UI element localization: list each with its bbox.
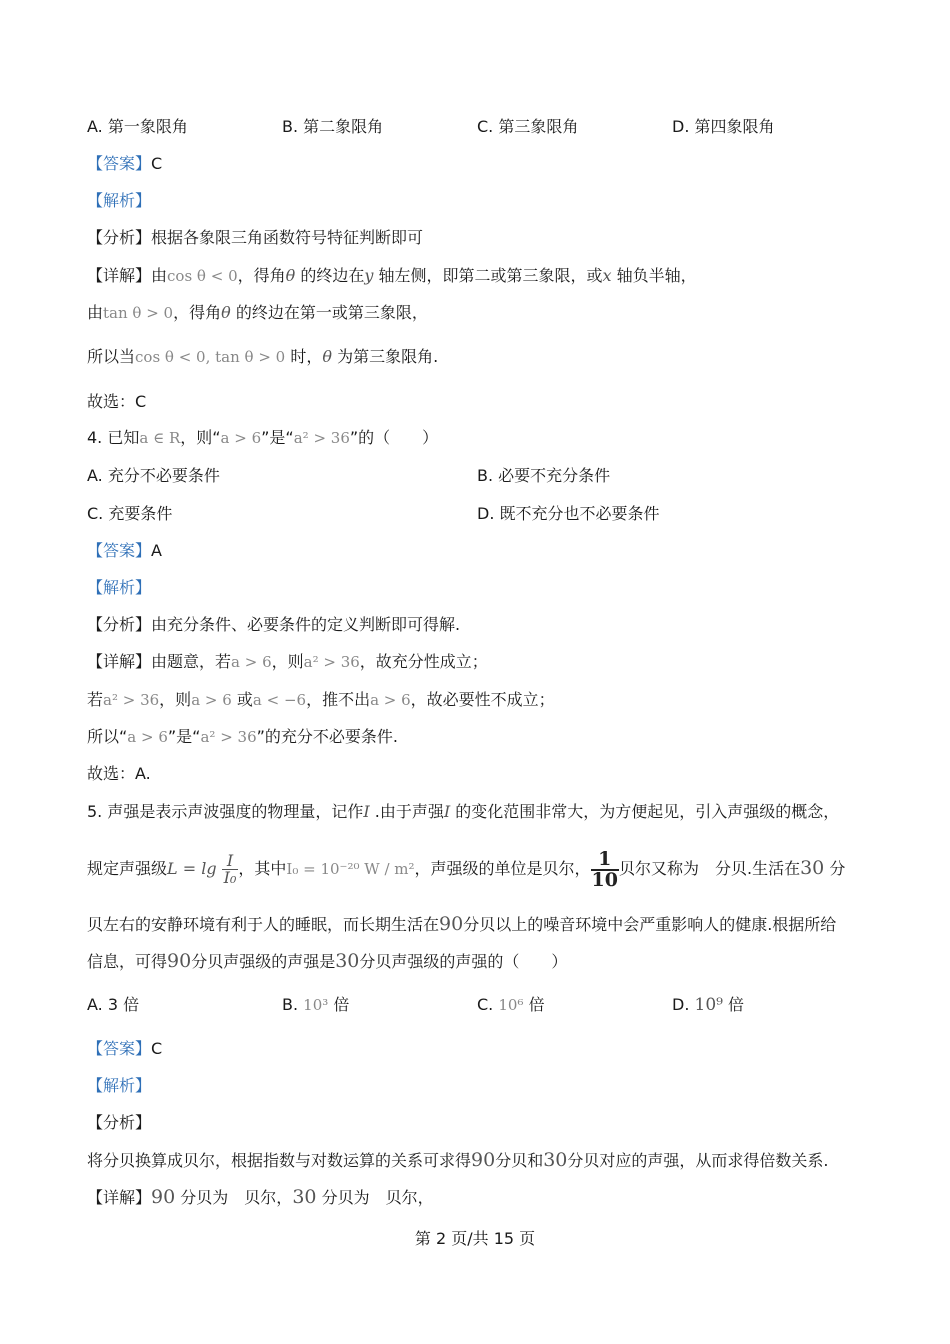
fraction-denominator: I₀ [223, 868, 237, 887]
q3-detail-line-2 [87, 302, 428, 324]
q4-detail-line-2 [87, 689, 555, 711]
fenxi-text: 由充分条件、必要条件的定义判断即可得解. [151, 615, 461, 634]
q4-fenxi [87, 614, 460, 636]
q5-jiexi-tag: 【解析】 [87, 1076, 152, 1095]
fenxi-tag: 【分析】 [87, 615, 152, 634]
q5-detail-line-1 [87, 1186, 434, 1209]
q3-detail-line-1 [87, 265, 697, 287]
text: 5. 声强是表示声波强度的物理量，记作 [87, 802, 364, 821]
math-90: 90 [151, 1186, 176, 1208]
math-theta: θ [322, 347, 332, 366]
q4-stem [87, 427, 438, 449]
math-30: 30 [800, 857, 825, 879]
text: C. [477, 995, 494, 1014]
answer-value: A [151, 541, 162, 560]
math-fraction [222, 853, 239, 886]
text: ，其中 [238, 859, 287, 878]
q4-detail-line-3 [87, 726, 398, 748]
text: 由题意，若 [151, 652, 232, 671]
q4-option-d: D. 既不充分也不必要条件 [477, 504, 660, 523]
text: 分贝声强级的声强的（ ） [359, 952, 568, 971]
math-fraction-one-tenth [591, 847, 619, 891]
q3-jiexi-tag: 【解析】 [87, 191, 152, 210]
q5-stem-line-3 [87, 913, 836, 936]
text: 分贝以上的噪音环境中会严重影响人的健康.根据所给 [463, 915, 837, 934]
text: 或 [236, 690, 253, 709]
text: 贝左右的安静环境有利于人的睡眠，而长期生活在 [87, 915, 440, 934]
answer-tag: 【答案】 [87, 1039, 152, 1058]
text: ，故必要性不成立； [410, 690, 555, 709]
q5-option-c [477, 994, 545, 1016]
text: ，则“ [180, 428, 221, 447]
q5-answer [87, 1038, 162, 1060]
math: a² > 36 [103, 691, 160, 709]
math: 10⁹ [694, 995, 723, 1015]
answer-value: C [151, 1039, 163, 1058]
math: 10³ [303, 996, 329, 1014]
math-i0: I₀ = 10⁻²⁰ W / m² [286, 860, 415, 878]
text: 由 [151, 266, 168, 285]
q5-option-a: A. 3 倍 [87, 995, 140, 1014]
q4-jiexi-tag: 【解析】 [87, 578, 152, 597]
text: 分贝声强级的声强是 [191, 952, 336, 971]
q3-detail-line-3 [87, 346, 438, 368]
q5-fenxi-tag: 【分析】 [87, 1113, 152, 1132]
text: 分贝和 [495, 1151, 544, 1170]
fraction-numerator: 1 [591, 850, 619, 871]
math-y: y [364, 266, 374, 285]
text: ”是“ [167, 727, 201, 746]
math-30: 30 [292, 1186, 317, 1208]
xiangjie-tag: 【详解】 [87, 266, 152, 285]
text: 轴负半轴， [616, 266, 697, 285]
q3-guxuan: 故选：C [87, 392, 147, 411]
math-tan: tan θ > 0 [103, 304, 174, 322]
text: 倍 [728, 995, 745, 1014]
math: a > 6 [191, 691, 232, 709]
math: a < −6 [252, 691, 307, 709]
q5-stem-line-4 [87, 950, 567, 973]
math-a-gt-6: a > 6 [220, 429, 262, 447]
q3-option-b: B. 第二象限角 [282, 117, 384, 136]
text: ”的充分不必要条件. [256, 727, 399, 746]
fenxi-tag: 【分析】 [87, 228, 152, 247]
q3-option-d: D. 第四象限角 [672, 117, 775, 136]
text: 时， [290, 347, 323, 366]
q5-stem-line-1 [87, 801, 839, 823]
text: 信息，可得 [87, 952, 168, 971]
text: 4. 已知 [87, 428, 140, 447]
text: ，声强级的单位是贝尔， [414, 859, 591, 878]
text: 若 [87, 690, 104, 709]
math-x: x [602, 266, 612, 285]
text: 分 [829, 859, 846, 878]
text: ，则 [271, 652, 304, 671]
xiangjie-tag: 【详解】 [87, 1188, 152, 1207]
text: 倍 [528, 995, 545, 1014]
fraction-denominator: 10 [591, 868, 618, 891]
answer-tag: 【答案】 [87, 154, 152, 173]
q5-stem-line-2 [87, 848, 845, 890]
q5-option-d [672, 994, 744, 1016]
q3-option-a: A. 第一象限角 [87, 117, 188, 136]
xiangjie-tag: 【详解】 [87, 652, 152, 671]
math-l-lg: L = lg [167, 859, 217, 878]
q4-answer [87, 540, 162, 562]
math: a² > 36 [200, 728, 257, 746]
text: B. [282, 995, 299, 1014]
text: 由 [87, 303, 104, 322]
text: 轴左侧，即第二或第三象限，或 [378, 266, 603, 285]
math-30: 30 [335, 950, 360, 972]
text: .由于声强 [374, 802, 444, 821]
math: 10⁶ [498, 996, 524, 1014]
fraction-numerator: I [222, 853, 239, 870]
text: 所以“ [87, 727, 128, 746]
text: 分贝对应的声强，从而求得倍数关系. [567, 1151, 829, 1170]
math-cos: cos θ < 0 [167, 267, 238, 285]
text: ”是“ [261, 428, 294, 447]
q3-fenxi [87, 227, 423, 249]
text: 为第三象限角. [337, 347, 439, 366]
text: ，则 [159, 690, 192, 709]
math-cos-tan: cos θ < 0, tan θ > 0 [135, 348, 286, 366]
math: a > 6 [127, 728, 168, 746]
math: a > 6 [370, 691, 411, 709]
q3-option-c: C. 第三象限角 [477, 117, 579, 136]
q4-option-c: C. 充要条件 [87, 504, 173, 523]
q4-option-b: B. 必要不充分条件 [477, 466, 611, 485]
q4-option-a: A. 充分不必要条件 [87, 466, 220, 485]
q4-detail-line-1 [87, 651, 488, 673]
fenxi-text: 根据各象限三角函数符号特征判断即可 [151, 228, 424, 247]
text: 分贝为 贝尔， [321, 1188, 434, 1207]
text: 的变化范围非常大，为方便起见，引入声强级的概念， [455, 802, 840, 821]
text: D. [672, 995, 690, 1014]
q5-fenxi [87, 1149, 829, 1172]
math-90: 90 [471, 1149, 496, 1171]
math-theta: θ [285, 266, 296, 285]
text: 将分贝换算成贝尔，根据指数与对数运算的关系可求得 [87, 1151, 472, 1170]
text: ，得角 [173, 303, 222, 322]
text: 规定声强级 [87, 859, 168, 878]
answer-value: C [151, 154, 163, 173]
q4-guxuan: 故选：A. [87, 764, 151, 783]
math-a2-gt-36: a² > 36 [293, 429, 350, 447]
math-i: I [363, 802, 370, 821]
text: 分贝为 贝尔， [180, 1188, 293, 1207]
text: 倍 [333, 995, 350, 1014]
text: ，故充分性成立； [359, 652, 488, 671]
math-i: I [443, 802, 451, 821]
math-a-in-r: a ∈ R [139, 429, 181, 447]
math: a > 6 [231, 653, 272, 671]
math-90: 90 [439, 913, 464, 935]
text: 的终边在第一或第三象限， [235, 303, 428, 322]
math-theta: θ [221, 303, 231, 322]
q3-answer [87, 153, 162, 175]
answer-tag: 【答案】 [87, 541, 152, 560]
text: ，得角 [237, 266, 286, 285]
page-footer: 第 2 页/共 15 页 [414, 1229, 536, 1248]
text: ”的（ ） [349, 428, 439, 447]
text: 所以当 [87, 347, 136, 366]
math: a² > 36 [303, 653, 360, 671]
text: 贝尔又称为 分贝.生活在 [618, 859, 801, 878]
text: 的终边在 [300, 266, 365, 285]
text: ，推不出 [306, 690, 371, 709]
q5-option-b [282, 994, 349, 1016]
math-30: 30 [543, 1149, 568, 1171]
math-90: 90 [167, 950, 192, 972]
